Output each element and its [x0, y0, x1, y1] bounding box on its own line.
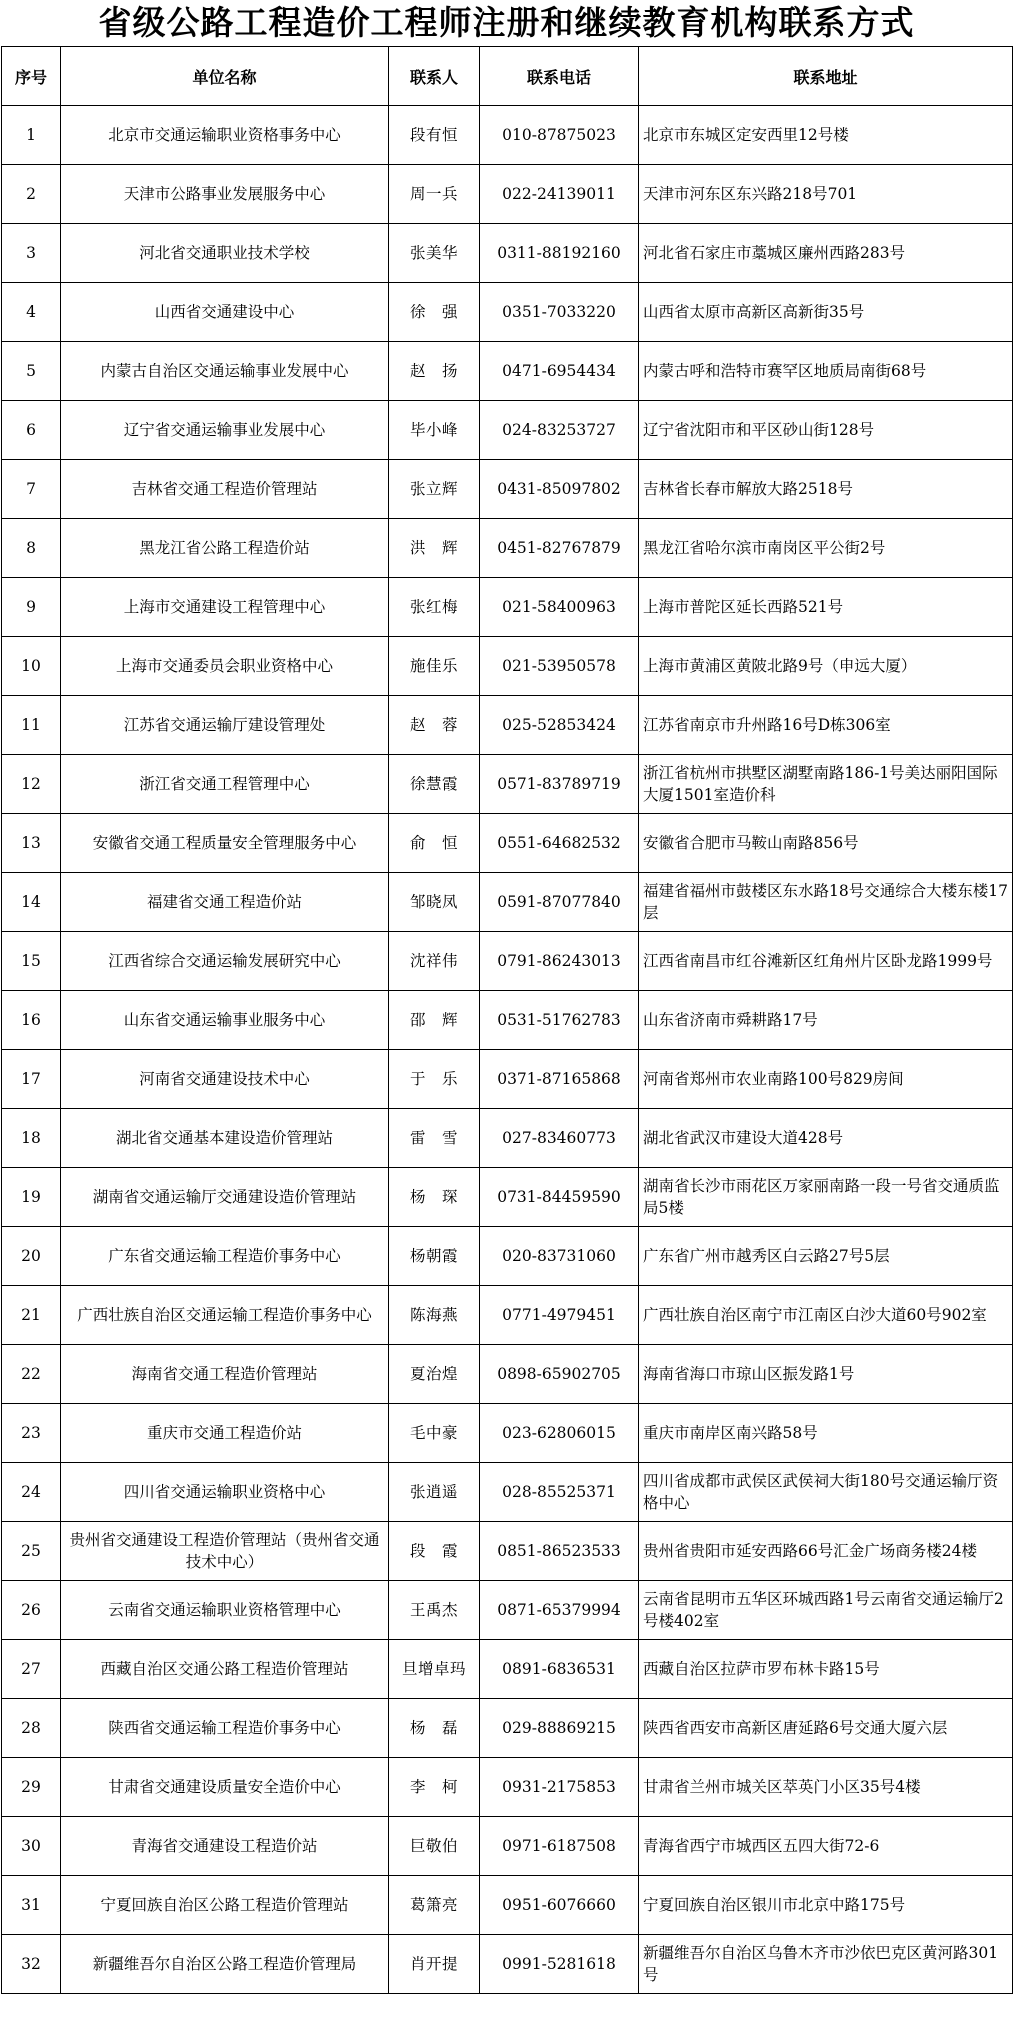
table-row	[2, 460, 1013, 519]
cell-address: 新疆维吾尔自治区乌鲁木齐市沙依巴克区黄河路301号	[639, 1935, 1013, 1994]
cell-contact-person: 张逍遥	[389, 1463, 480, 1522]
cell-no: 24	[2, 1463, 61, 1522]
cell-address: 甘肃省兰州市城关区萃英门小区35号4楼	[639, 1758, 1013, 1817]
cell-no: 13	[2, 814, 61, 873]
cell-no: 8	[2, 519, 61, 578]
cell-unit-name: 山东省交通运输事业服务中心	[61, 991, 389, 1050]
cell-phone: 0971-6187508	[480, 1817, 639, 1876]
cell-unit-name: 吉林省交通工程造价管理站	[61, 460, 389, 519]
cell-contact-person: 杨朝霞	[389, 1227, 480, 1286]
cell-contact-person: 毛中豪	[389, 1404, 480, 1463]
cell-contact-person: 张红梅	[389, 578, 480, 637]
cell-phone: 027-83460773	[480, 1109, 639, 1168]
cell-unit-name: 安徽省交通工程质量安全管理服务中心	[61, 814, 389, 873]
cell-unit-name: 重庆市交通工程造价站	[61, 1404, 389, 1463]
table-row	[2, 1463, 1013, 1522]
table-row	[2, 1404, 1013, 1463]
table-row	[2, 991, 1013, 1050]
cell-contact-person: 张立辉	[389, 460, 480, 519]
cell-contact-person: 邵 辉	[389, 991, 480, 1050]
cell-contact-person: 徐 强	[389, 283, 480, 342]
cell-address: 江苏省南京市升州路16号D栋306室	[639, 696, 1013, 755]
cell-contact-person: 赵 蓉	[389, 696, 480, 755]
cell-phone: 0431-85097802	[480, 460, 639, 519]
cell-unit-name: 上海市交通委员会职业资格中心	[61, 637, 389, 696]
cell-no: 18	[2, 1109, 61, 1168]
table-row	[2, 283, 1013, 342]
table-row	[2, 1935, 1013, 1994]
cell-phone: 0898-65902705	[480, 1345, 639, 1404]
table-row	[2, 224, 1013, 283]
table-row	[2, 342, 1013, 401]
cell-no: 26	[2, 1581, 61, 1640]
table-body	[2, 106, 1013, 1994]
cell-contact-person: 王禹杰	[389, 1581, 480, 1640]
cell-unit-name: 北京市交通运输职业资格事务中心	[61, 106, 389, 165]
cell-no: 6	[2, 401, 61, 460]
cell-no: 1	[2, 106, 61, 165]
cell-phone: 0531-51762783	[480, 991, 639, 1050]
cell-no: 29	[2, 1758, 61, 1817]
cell-contact-person: 肖开提	[389, 1935, 480, 1994]
cell-no: 2	[2, 165, 61, 224]
cell-unit-name: 福建省交通工程造价站	[61, 873, 389, 932]
cell-contact-person: 毕小峰	[389, 401, 480, 460]
table-row	[2, 401, 1013, 460]
cell-contact-person: 杨 磊	[389, 1699, 480, 1758]
cell-phone: 0731-84459590	[480, 1168, 639, 1227]
cell-phone: 028-85525371	[480, 1463, 639, 1522]
cell-no: 17	[2, 1050, 61, 1109]
cell-unit-name: 江苏省交通运输厅建设管理处	[61, 696, 389, 755]
cell-no: 4	[2, 283, 61, 342]
table-row	[2, 1286, 1013, 1345]
cell-contact-person: 段 霞	[389, 1522, 480, 1581]
cell-address: 湖南省长沙市雨花区万家丽南路一段一号省交通质监局5楼	[639, 1168, 1013, 1227]
cell-address: 河南省郑州市农业南路100号829房间	[639, 1050, 1013, 1109]
cell-unit-name: 河南省交通建设技术中心	[61, 1050, 389, 1109]
cell-phone: 0551-64682532	[480, 814, 639, 873]
cell-contact-person: 赵 扬	[389, 342, 480, 401]
table-row	[2, 1345, 1013, 1404]
cell-contact-person: 巨敬伯	[389, 1817, 480, 1876]
table-row	[2, 814, 1013, 873]
cell-unit-name: 海南省交通工程造价管理站	[61, 1345, 389, 1404]
cell-phone: 0571-83789719	[480, 755, 639, 814]
cell-no: 25	[2, 1522, 61, 1581]
cell-no: 22	[2, 1345, 61, 1404]
cell-unit-name: 上海市交通建设工程管理中心	[61, 578, 389, 637]
cell-phone: 0891-6836531	[480, 1640, 639, 1699]
cell-address: 广西壮族自治区南宁市江南区白沙大道60号902室	[639, 1286, 1013, 1345]
cell-contact-person: 沈祥伟	[389, 932, 480, 991]
cell-phone: 029-88869215	[480, 1699, 639, 1758]
cell-address: 上海市黄浦区黄陂北路9号（申远大厦）	[639, 637, 1013, 696]
cell-unit-name: 新疆维吾尔自治区公路工程造价管理局	[61, 1935, 389, 1994]
cell-phone: 0371-87165868	[480, 1050, 639, 1109]
cell-phone: 0471-6954434	[480, 342, 639, 401]
cell-unit-name: 广东省交通运输工程造价事务中心	[61, 1227, 389, 1286]
cell-no: 31	[2, 1876, 61, 1935]
cell-phone: 010-87875023	[480, 106, 639, 165]
cell-unit-name: 云南省交通运输职业资格管理中心	[61, 1581, 389, 1640]
cell-no: 30	[2, 1817, 61, 1876]
cell-no: 27	[2, 1640, 61, 1699]
cell-phone: 0311-88192160	[480, 224, 639, 283]
cell-address: 福建省福州市鼓楼区东水路18号交通综合大楼东楼17层	[639, 873, 1013, 932]
table-row	[2, 1699, 1013, 1758]
cell-phone: 022-24139011	[480, 165, 639, 224]
cell-unit-name: 青海省交通建设工程造价站	[61, 1817, 389, 1876]
cell-address: 青海省西宁市城西区五四大街72-6	[639, 1817, 1013, 1876]
cell-unit-name: 甘肃省交通建设质量安全造价中心	[61, 1758, 389, 1817]
cell-phone: 0871-65379994	[480, 1581, 639, 1640]
table-row	[2, 1522, 1013, 1581]
cell-contact-person: 于 乐	[389, 1050, 480, 1109]
cell-address: 浙江省杭州市拱墅区湖墅南路186-1号美达丽阳国际大厦1501室造价科	[639, 755, 1013, 814]
cell-address: 北京市东城区定安西里12号楼	[639, 106, 1013, 165]
cell-unit-name: 山西省交通建设中心	[61, 283, 389, 342]
cell-unit-name: 江西省综合交通运输发展研究中心	[61, 932, 389, 991]
cell-unit-name: 辽宁省交通运输事业发展中心	[61, 401, 389, 460]
cell-contact-person: 葛箫亮	[389, 1876, 480, 1935]
table-row	[2, 165, 1013, 224]
cell-phone: 024-83253727	[480, 401, 639, 460]
cell-unit-name: 宁夏回族自治区公路工程造价管理站	[61, 1876, 389, 1935]
cell-no: 9	[2, 578, 61, 637]
table-row	[2, 1640, 1013, 1699]
table-row	[2, 1109, 1013, 1168]
cell-address: 天津市河东区东兴路218号701	[639, 165, 1013, 224]
table-row	[2, 873, 1013, 932]
cell-address: 海南省海口市琼山区振发路1号	[639, 1345, 1013, 1404]
cell-address: 四川省成都市武侯区武侯祠大街180号交通运输厅资格中心	[639, 1463, 1013, 1522]
cell-phone: 025-52853424	[480, 696, 639, 755]
cell-address: 湖北省武汉市建设大道428号	[639, 1109, 1013, 1168]
cell-phone: 0991-5281618	[480, 1935, 639, 1994]
cell-address: 广东省广州市越秀区白云路27号5层	[639, 1227, 1013, 1286]
cell-no: 14	[2, 873, 61, 932]
cell-no: 10	[2, 637, 61, 696]
cell-phone: 0791-86243013	[480, 932, 639, 991]
cell-address: 内蒙古呼和浩特市赛罕区地质局南街68号	[639, 342, 1013, 401]
header-row	[2, 47, 1013, 106]
cell-address: 贵州省贵阳市延安西路66号汇金广场商务楼24楼	[639, 1522, 1013, 1581]
cell-address: 重庆市南岸区南兴路58号	[639, 1404, 1013, 1463]
cell-unit-name: 陕西省交通运输工程造价事务中心	[61, 1699, 389, 1758]
header-no: 序号	[2, 47, 61, 106]
cell-contact-person: 张美华	[389, 224, 480, 283]
cell-contact-person: 周一兵	[389, 165, 480, 224]
cell-address: 陕西省西安市高新区唐延路6号交通大厦六层	[639, 1699, 1013, 1758]
cell-contact-person: 旦增卓玛	[389, 1640, 480, 1699]
cell-address: 山西省太原市高新区高新街35号	[639, 283, 1013, 342]
cell-contact-person: 杨 琛	[389, 1168, 480, 1227]
cell-unit-name: 湖南省交通运输厅交通建设造价管理站	[61, 1168, 389, 1227]
cell-phone: 0771-4979451	[480, 1286, 639, 1345]
cell-phone: 0351-7033220	[480, 283, 639, 342]
cell-contact-person: 段有恒	[389, 106, 480, 165]
table-row	[2, 519, 1013, 578]
cell-no: 21	[2, 1286, 61, 1345]
table-row	[2, 696, 1013, 755]
cell-no: 3	[2, 224, 61, 283]
cell-address: 吉林省长春市解放大路2518号	[639, 460, 1013, 519]
table-row	[2, 1168, 1013, 1227]
cell-phone: 0591-87077840	[480, 873, 639, 932]
cell-phone: 020-83731060	[480, 1227, 639, 1286]
cell-no: 28	[2, 1699, 61, 1758]
cell-phone: 0451-82767879	[480, 519, 639, 578]
page-title: 省级公路工程造价工程师注册和继续教育机构联系方式	[98, 3, 915, 42]
cell-address: 西藏自治区拉萨市罗布林卡路15号	[639, 1640, 1013, 1699]
cell-contact-person: 雷 雪	[389, 1109, 480, 1168]
cell-address: 江西省南昌市红谷滩新区红角州片区卧龙路1999号	[639, 932, 1013, 991]
cell-contact-person: 夏治煌	[389, 1345, 480, 1404]
cell-unit-name: 贵州省交通建设工程造价管理站（贵州省交通技术中心）	[61, 1522, 389, 1581]
cell-no: 7	[2, 460, 61, 519]
cell-no: 16	[2, 991, 61, 1050]
cell-address: 山东省济南市舜耕路17号	[639, 991, 1013, 1050]
table-row	[2, 1581, 1013, 1640]
contacts-table	[1, 46, 1013, 1994]
cell-contact-person: 邹晓凤	[389, 873, 480, 932]
cell-phone: 0951-6076660	[480, 1876, 639, 1935]
cell-contact-person: 俞 恒	[389, 814, 480, 873]
cell-phone: 021-53950578	[480, 637, 639, 696]
cell-no: 15	[2, 932, 61, 991]
cell-address: 宁夏回族自治区银川市北京中路175号	[639, 1876, 1013, 1935]
table-row	[2, 1050, 1013, 1109]
cell-no: 11	[2, 696, 61, 755]
cell-address: 云南省昆明市五华区环城西路1号云南省交通运输厅2号楼402室	[639, 1581, 1013, 1640]
header-unit: 单位名称	[61, 47, 389, 106]
cell-unit-name: 湖北省交通基本建设造价管理站	[61, 1109, 389, 1168]
cell-phone: 023-62806015	[480, 1404, 639, 1463]
cell-phone: 0851-86523533	[480, 1522, 639, 1581]
cell-address: 辽宁省沈阳市和平区砂山街128号	[639, 401, 1013, 460]
header-person: 联系人	[389, 47, 480, 106]
cell-unit-name: 浙江省交通工程管理中心	[61, 755, 389, 814]
table-row	[2, 1227, 1013, 1286]
cell-no: 23	[2, 1404, 61, 1463]
cell-unit-name: 广西壮族自治区交通运输工程造价事务中心	[61, 1286, 389, 1345]
cell-address: 上海市普陀区延长西路521号	[639, 578, 1013, 637]
table-row	[2, 578, 1013, 637]
table-row	[2, 755, 1013, 814]
cell-contact-person: 李 柯	[389, 1758, 480, 1817]
cell-unit-name: 河北省交通职业技术学校	[61, 224, 389, 283]
cell-no: 12	[2, 755, 61, 814]
cell-unit-name: 西藏自治区交通公路工程造价管理站	[61, 1640, 389, 1699]
cell-phone: 0931-2175853	[480, 1758, 639, 1817]
cell-address: 黑龙江省哈尔滨市南岗区平公街2号	[639, 519, 1013, 578]
table-row	[2, 106, 1013, 165]
cell-contact-person: 施佳乐	[389, 637, 480, 696]
cell-phone: 021-58400963	[480, 578, 639, 637]
cell-no: 19	[2, 1168, 61, 1227]
cell-no: 5	[2, 342, 61, 401]
cell-no: 20	[2, 1227, 61, 1286]
table-row	[2, 932, 1013, 991]
table-row	[2, 1817, 1013, 1876]
cell-contact-person: 洪 辉	[389, 519, 480, 578]
header-phone: 联系电话	[480, 47, 639, 106]
cell-unit-name: 四川省交通运输职业资格中心	[61, 1463, 389, 1522]
cell-contact-person: 徐慧霞	[389, 755, 480, 814]
table-row	[2, 1876, 1013, 1935]
cell-address: 河北省石家庄市藁城区廉州西路283号	[639, 224, 1013, 283]
cell-unit-name: 内蒙古自治区交通运输事业发展中心	[61, 342, 389, 401]
table-row	[2, 1758, 1013, 1817]
header-address: 联系地址	[639, 47, 1013, 106]
cell-address: 安徽省合肥市马鞍山南路856号	[639, 814, 1013, 873]
cell-unit-name: 黑龙江省公路工程造价站	[61, 519, 389, 578]
cell-contact-person: 陈海燕	[389, 1286, 480, 1345]
cell-no: 32	[2, 1935, 61, 1994]
cell-unit-name: 天津市公路事业发展服务中心	[61, 165, 389, 224]
table-row	[2, 637, 1013, 696]
